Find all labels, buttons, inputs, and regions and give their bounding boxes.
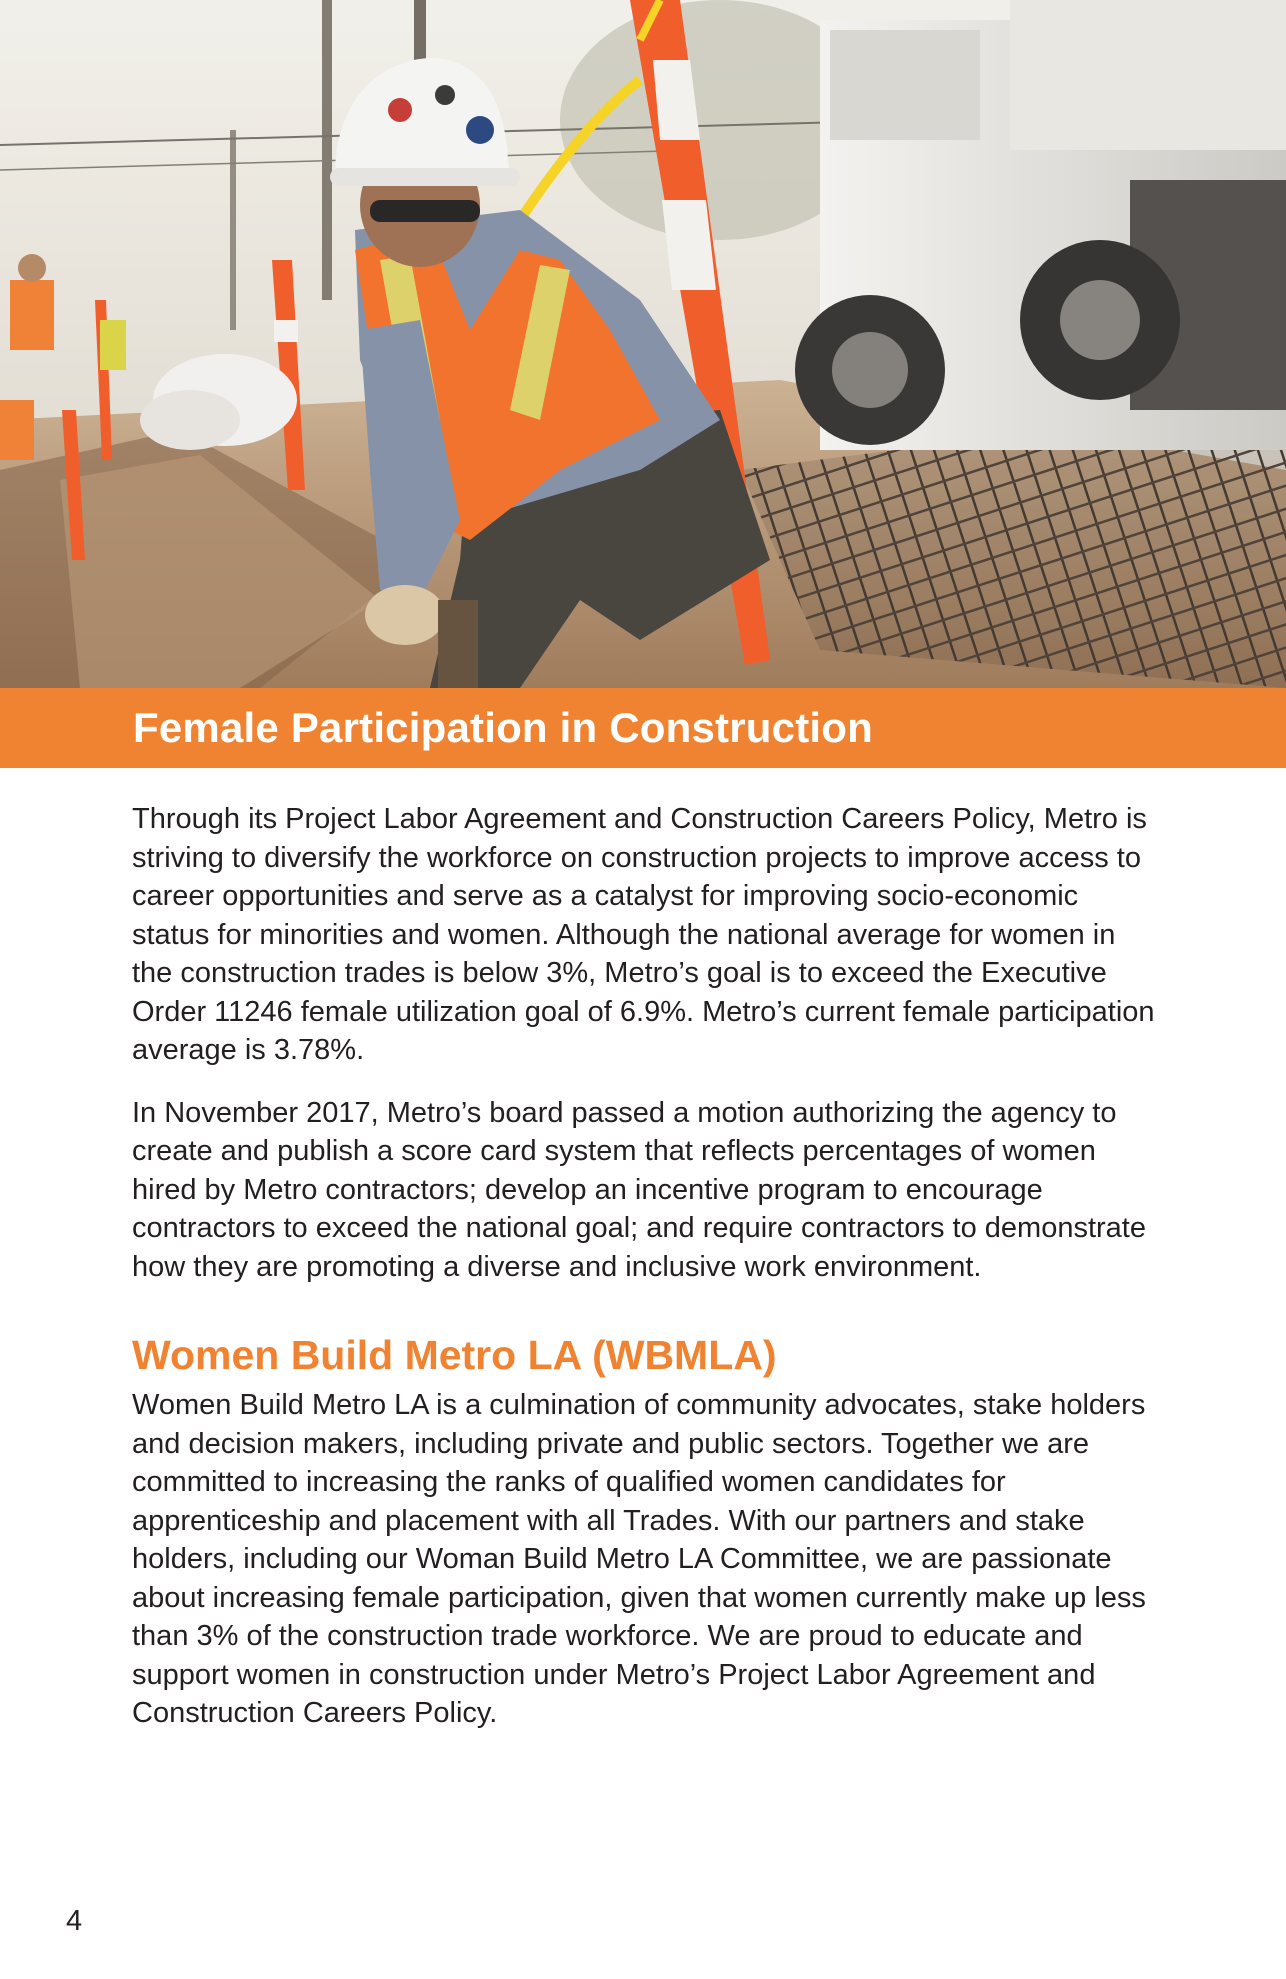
wbmla-heading: Women Build Metro LA (WBMLA)	[132, 1332, 777, 1378]
page-number: 4	[66, 1905, 83, 1937]
intro-paragraph: Through its Project Labor Agreement and Construction Careers Policy, Metro is striving to diversify the workforce on construction projects to improve access to career opportunities and serve as a catalyst for improving socio-economic status for minorities and women. Although the national average for women in the construction trades is below 3%, Metro’s goal is to exceed the Executive Order 11246 female utilization goal of 6.9%. Metro’s current female participation average is 3.78%.	[132, 803, 1155, 1066]
hero-photo-illustration	[0, 0, 1286, 688]
main-content	[132, 800, 1162, 1757]
board-motion-paragraph: In November 2017, Metro’s board passed a motion authorizing the agency to create and publish a score card system that reflects percentages of women hired by Metro contractors; develop an incentive program to encourage contractors to exceed the national goal; and require contractors to demonstrate how they are promoting a diverse and inclusive work environment.	[132, 1096, 1146, 1283]
page-title: Female Participation in Construction	[133, 704, 873, 751]
section-title-bar	[0, 688, 1286, 768]
hero-photo	[0, 0, 1286, 688]
wbmla-paragraph: Women Build Metro LA is a culmination of community advocates, stake holders and decision makers, including private and public sectors. Together we are committed to increasing the ranks of qualified women candidates for apprenticeship and placement with all Trades. With our partners and stake holders, including our Woman Build Metro LA Committee, we are passionate about increasing female participation, given that women currently make up less than 3% of the construction trade workforce. We are proud to educate and support women in construction under Metro’s Project Labor Agreement and Construction Careers Policy.	[132, 1389, 1146, 1729]
